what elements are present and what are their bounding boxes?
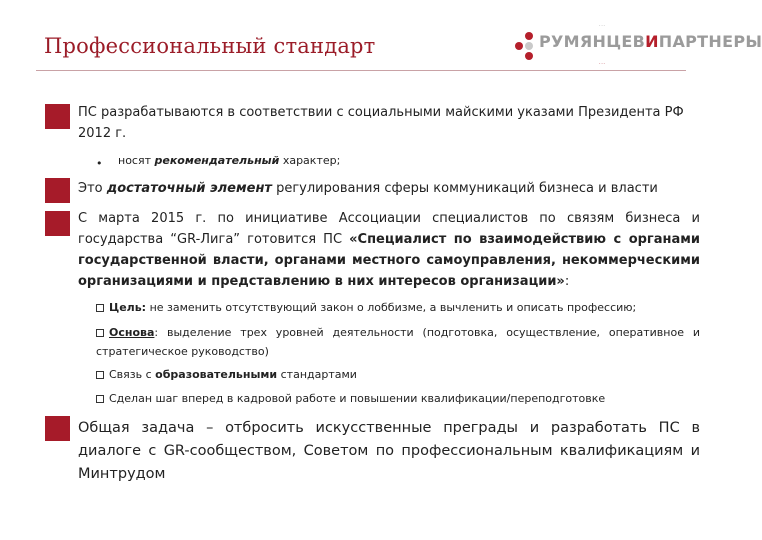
item-1-bullet-emph: рекомендательный <box>154 154 280 167</box>
sub-item-step <box>96 389 700 408</box>
item-2-suffix: регулирования сферы коммуникаций бизнеса и власти <box>271 181 658 196</box>
company-logo <box>513 20 762 72</box>
bullet-square-icon <box>45 416 70 441</box>
page-title: Профессиональный стандарт <box>44 34 376 58</box>
dot-bullet-icon: • <box>96 157 103 170</box>
bullet-square-icon <box>45 178 70 203</box>
checkbox-icon <box>96 395 104 403</box>
checkbox-icon <box>96 329 104 337</box>
item-3-bold: «Специалист по взаимодействию с органами государственной власти, органами местного самоуправления, некоммерческими организациями и представлению в них интересов организации» <box>78 232 700 289</box>
item-2-text <box>78 178 700 199</box>
item-1-bullet-suffix: характер; <box>279 154 341 167</box>
bullet-square-icon <box>45 211 70 236</box>
sub-item-basis <box>96 323 700 361</box>
item-1-text: ПС разрабатываются в соответствии с социальными майскими указами Президента РФ 2012 г. <box>78 105 684 141</box>
sub-item-basis-label: Основа <box>109 326 155 339</box>
item-3-suffix: : <box>564 274 570 289</box>
checkbox-icon <box>96 371 104 379</box>
logo-tagline-bottom: ... <box>599 60 606 66</box>
logo-part-a: РУМЯНЦЕВ <box>539 32 646 51</box>
logo-part-b: И <box>645 32 659 51</box>
sub-item-link-bold: образовательными <box>155 368 278 381</box>
logo-part-c: ПАРТНЕРЫ <box>658 32 762 51</box>
item-3-prefix: С марта 2015 г. по инициативе Ассоциации специалистов по связям бизнеса и государства “GR-Лига” готовится ПС <box>78 211 700 247</box>
item-1-bullet-prefix: носят <box>118 154 155 167</box>
sub-item-basis-text: : выделение трех уровней деятельности (подготовка, осуществление, оперативное и стратегическое руководство) <box>96 326 700 358</box>
sub-item-step-text: Сделан шаг вперед в кадровой работе и повышении квалификации/переподготовке <box>109 392 606 405</box>
sub-item-link-prefix: Связь с <box>109 368 156 381</box>
bullet-square-icon <box>45 104 70 129</box>
item-3-text <box>78 208 700 292</box>
item-2-emph: достаточный элемент <box>106 181 272 196</box>
item-2-prefix: Это <box>78 181 107 196</box>
sub-item-link <box>96 365 700 384</box>
logo-tagline-top: ... <box>599 22 606 28</box>
sub-item-link-suffix: стандартами <box>277 368 357 381</box>
sub-item-goal <box>96 298 700 317</box>
sub-item-goal-text: не заменить отсутствующий закон о лоббизме, а вычленить и описать профессию; <box>146 301 637 314</box>
item-1-bullet <box>118 151 340 170</box>
checkbox-icon <box>96 304 104 312</box>
sub-item-goal-label: Цель: <box>109 301 147 314</box>
logo-wordmark <box>539 32 762 51</box>
item-4-text: Общая задача – отбросить искусственные преграды и разработать ПС в диалоге с GR-сообществом, Советом по профессиональным квалификациям и Минтрудом <box>78 420 700 482</box>
